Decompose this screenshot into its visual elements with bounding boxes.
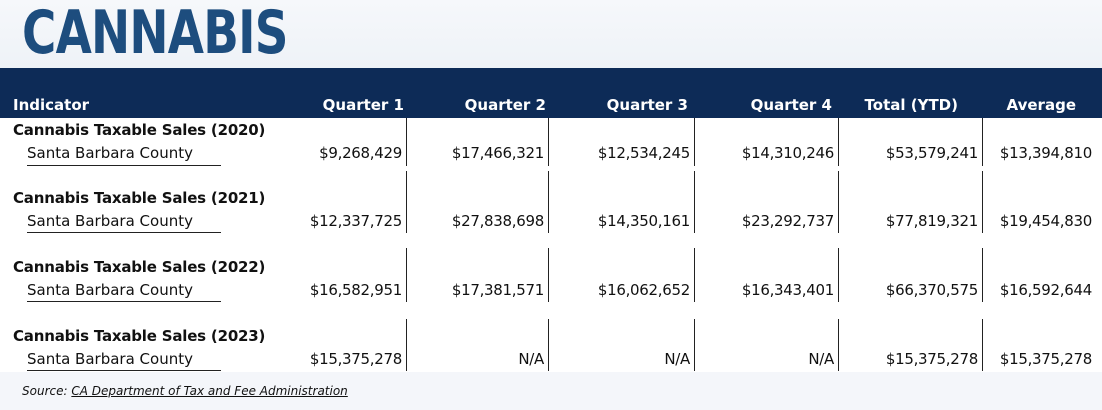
column-divider bbox=[838, 319, 839, 371]
value-2023-q4: N/A bbox=[808, 350, 834, 368]
source-prefix: Source: bbox=[22, 384, 72, 398]
table-header bbox=[0, 94, 1102, 118]
page-title: CANNABIS bbox=[22, 0, 288, 68]
value-2021-q2: $27,838,698 bbox=[451, 212, 544, 230]
row-label-2020: Santa Barbara County bbox=[27, 144, 193, 162]
value-2022-q2: $17,381,571 bbox=[451, 281, 544, 299]
column-divider bbox=[406, 319, 407, 371]
value-2021-total: $77,819,321 bbox=[885, 212, 978, 230]
value-2022-q4: $16,343,401 bbox=[741, 281, 834, 299]
column-divider bbox=[548, 118, 549, 166]
group-label-2020: Cannabis Taxable Sales (2020) bbox=[13, 121, 266, 139]
column-divider bbox=[838, 171, 839, 233]
column-divider bbox=[982, 171, 983, 233]
value-2021-q1: $12,337,725 bbox=[309, 212, 402, 230]
value-2023-q1: $15,375,278 bbox=[309, 350, 402, 368]
column-divider bbox=[838, 118, 839, 166]
value-2022-total: $66,370,575 bbox=[885, 281, 978, 299]
column-divider bbox=[694, 118, 695, 166]
column-header-q4: Quarter 4 bbox=[750, 96, 832, 114]
group-label-2021: Cannabis Taxable Sales (2021) bbox=[13, 189, 266, 207]
column-header-q2: Quarter 2 bbox=[464, 96, 546, 114]
row-label-2022: Santa Barbara County bbox=[27, 281, 193, 299]
value-2020-q2: $17,466,321 bbox=[451, 144, 544, 162]
value-2021-q3: $14,350,161 bbox=[597, 212, 690, 230]
column-divider bbox=[838, 248, 839, 302]
value-2020-q1: $9,268,429 bbox=[319, 144, 402, 162]
row-label-2021: Santa Barbara County bbox=[27, 212, 193, 230]
column-header-q3: Quarter 3 bbox=[606, 96, 688, 114]
column-divider bbox=[548, 171, 549, 233]
column-divider bbox=[982, 118, 983, 166]
value-2022-q1: $16,582,951 bbox=[309, 281, 402, 299]
value-2020-q3: $12,534,245 bbox=[597, 144, 690, 162]
column-divider bbox=[406, 118, 407, 166]
header-band bbox=[0, 68, 1102, 94]
column-header-q1: Quarter 1 bbox=[322, 96, 404, 114]
row-underline bbox=[27, 301, 221, 302]
column-header-indicator: Indicator bbox=[13, 96, 90, 114]
value-2021-q4: $23,292,737 bbox=[741, 212, 834, 230]
value-2020-average: $13,394,810 bbox=[999, 144, 1092, 162]
column-divider bbox=[406, 171, 407, 233]
column-divider bbox=[694, 248, 695, 302]
group-label-2022: Cannabis Taxable Sales (2022) bbox=[13, 258, 266, 276]
value-2020-q4: $14,310,246 bbox=[741, 144, 834, 162]
value-2022-q3: $16,062,652 bbox=[597, 281, 690, 299]
column-header-average: Average bbox=[1006, 96, 1076, 114]
value-2022-average: $16,592,644 bbox=[999, 281, 1092, 299]
data-table bbox=[0, 118, 1102, 372]
group-label-2023: Cannabis Taxable Sales (2023) bbox=[13, 327, 266, 345]
column-divider bbox=[406, 248, 407, 302]
title-band bbox=[0, 0, 1102, 68]
source-note bbox=[22, 384, 348, 398]
row-label-2023: Santa Barbara County bbox=[27, 350, 193, 368]
column-divider bbox=[694, 171, 695, 233]
value-2020-total: $53,579,241 bbox=[885, 144, 978, 162]
value-2023-average: $15,375,278 bbox=[999, 350, 1092, 368]
value-2023-q2: N/A bbox=[518, 350, 544, 368]
row-underline bbox=[27, 165, 221, 166]
value-2021-average: $19,454,830 bbox=[999, 212, 1092, 230]
column-divider bbox=[982, 319, 983, 371]
row-underline bbox=[27, 232, 221, 233]
value-2023-q3: N/A bbox=[664, 350, 690, 368]
column-divider bbox=[694, 319, 695, 371]
column-header-total: Total (YTD) bbox=[864, 96, 958, 114]
row-underline bbox=[27, 370, 221, 371]
column-divider bbox=[548, 248, 549, 302]
column-divider bbox=[982, 248, 983, 302]
column-divider bbox=[548, 319, 549, 371]
source-link[interactable]: CA Department of Tax and Fee Administration bbox=[71, 384, 348, 398]
value-2023-total: $15,375,278 bbox=[885, 350, 978, 368]
